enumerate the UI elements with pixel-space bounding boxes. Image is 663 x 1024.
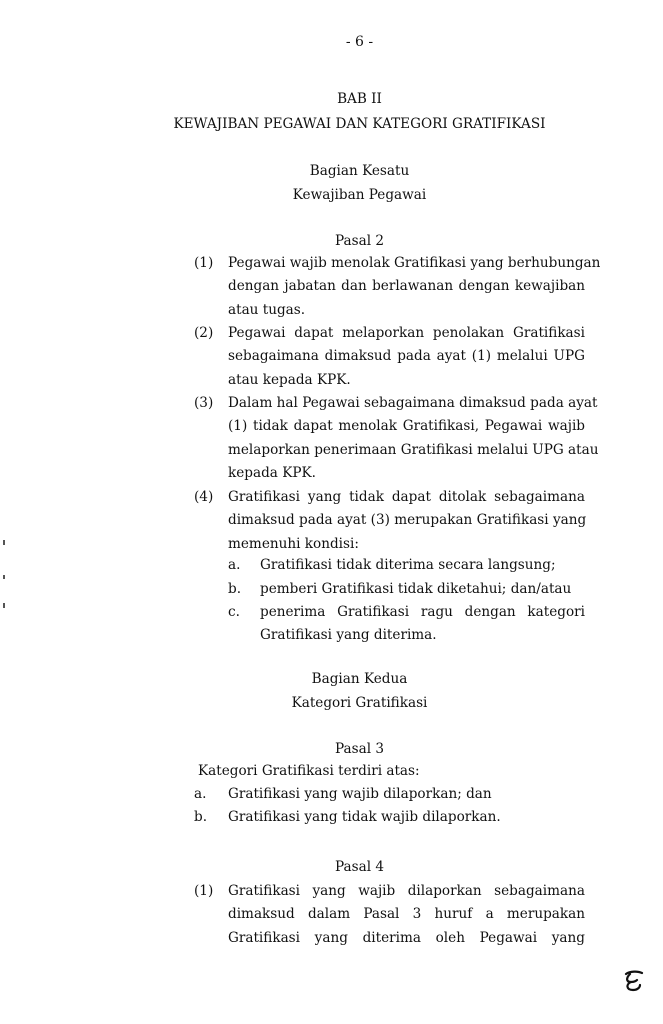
pasal2-heading: Pasal 2 bbox=[334, 233, 385, 249]
text-line: penerima Gratifikasi ragu dengan kategori bbox=[260, 604, 585, 620]
page-number: - 6 - bbox=[345, 34, 374, 50]
text-line: Pegawai dapat melaporkan penolakan Gratifikasi bbox=[228, 325, 585, 341]
pasal3-intro: Kategori Gratifikasi terdiri atas: bbox=[198, 763, 420, 779]
scan-artifact bbox=[3, 603, 5, 608]
text-line: Gratifikasi tidak diterima secara langsung; bbox=[260, 557, 556, 573]
text-line: atau kepada KPK. bbox=[228, 371, 351, 388]
chapter-label: BAB II bbox=[337, 91, 382, 107]
part1-title: Kewajiban Pegawai bbox=[292, 187, 427, 203]
item-number: (1) bbox=[194, 255, 214, 271]
item-letter: b. bbox=[194, 809, 208, 825]
text-line: Dalam hal Pegawai sebagaimana dimaksud pada ayat bbox=[228, 395, 598, 411]
item-number: (1) bbox=[194, 883, 214, 899]
text-line: sebagaimana dimaksud pada ayat (1) melalui UPG bbox=[228, 348, 585, 365]
text-line: dimaksud pada ayat (3) merupakan Gratifikasi yang bbox=[228, 512, 587, 529]
text-line: melaporkan penerimaan Gratifikasi melalui UPG atau bbox=[228, 441, 599, 458]
text-line: memenuhi kondisi: bbox=[228, 535, 359, 552]
subitem-letter: a. bbox=[228, 557, 241, 573]
item-number: (4) bbox=[194, 489, 214, 505]
scan-artifact bbox=[3, 575, 5, 579]
text-line: atau tugas. bbox=[228, 301, 306, 318]
text-line: Gratifikasi yang tidak wajib dilaporkan. bbox=[228, 809, 501, 825]
pasal4-heading: Pasal 4 bbox=[334, 859, 385, 875]
text-line: Gratifikasi yang wajib dilaporkan sebagaimana bbox=[228, 883, 585, 899]
part1-label: Bagian Kesatu bbox=[309, 163, 410, 179]
text-line: Gratifikasi yang diterima. bbox=[260, 627, 437, 644]
text-line: dengan jabatan dan berlawanan dengan kewajiban bbox=[228, 278, 585, 295]
subitem-letter: c. bbox=[228, 604, 240, 620]
text-line: pemberi Gratifikasi tidak diketahui; dan/atau bbox=[260, 581, 572, 597]
scan-artifact bbox=[3, 540, 5, 545]
text-line: kepada KPK. bbox=[228, 465, 316, 482]
pasal3-heading: Pasal 3 bbox=[334, 741, 385, 757]
text-line: Pegawai wajib menolak Gratifikasi yang berhubungan bbox=[228, 255, 601, 271]
text-line: Gratifikasi yang wajib dilaporkan; dan bbox=[228, 786, 492, 802]
chapter-title: KEWAJIBAN PEGAWAI DAN KATEGORI GRATIFIKASI bbox=[173, 116, 546, 132]
item-number: (3) bbox=[194, 395, 214, 411]
text-line: dimaksud dalam Pasal 3 huruf a merupakan bbox=[228, 906, 585, 923]
item-number: (2) bbox=[194, 325, 214, 341]
paraf-signature bbox=[620, 968, 654, 994]
part2-label: Bagian Kedua bbox=[311, 671, 408, 687]
subitem-letter: b. bbox=[228, 581, 242, 597]
text-line: (1) tidak dapat menolak Gratifikasi, Pegawai wajib bbox=[228, 418, 585, 435]
text-line: Gratifikasi yang tidak dapat ditolak sebagaimana bbox=[228, 489, 585, 505]
item-letter: a. bbox=[194, 786, 207, 802]
text-line: Gratifikasi yang diterima oleh Pegawai yang bbox=[228, 929, 585, 946]
part2-title: Kategori Gratifikasi bbox=[291, 695, 428, 711]
